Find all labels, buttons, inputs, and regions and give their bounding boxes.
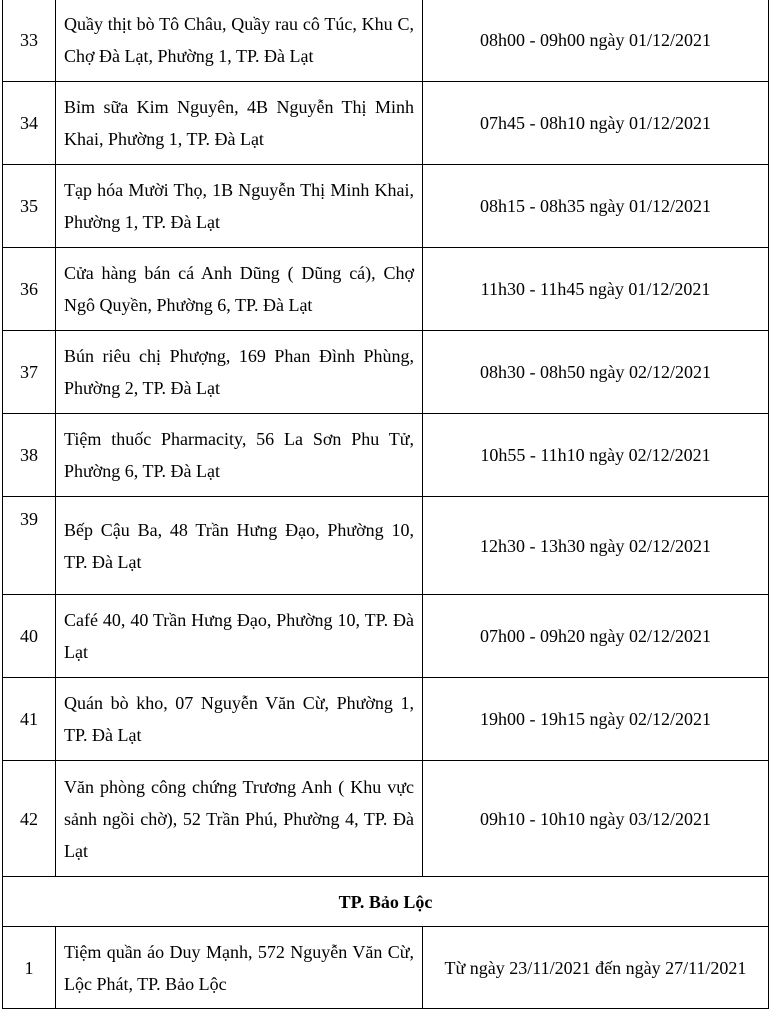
table-row <box>3 927 769 1009</box>
table-row <box>3 595 769 678</box>
row-place: Tiệm thuốc Pharmacity, 56 La Sơn Phu Tử, Phường 6, TP. Đà Lạt <box>56 414 423 497</box>
table-row <box>3 82 769 165</box>
row-number: 33 <box>3 0 56 82</box>
row-place: Tiệm quần áo Duy Mạnh, 572 Nguyễn Văn Cừ, Lộc Phát, TP. Bảo Lộc <box>56 927 423 1009</box>
row-time: Từ ngày 23/11/2021 đến ngày 27/11/2021 <box>423 927 769 1009</box>
row-number: 35 <box>3 165 56 248</box>
table-row <box>3 761 769 877</box>
table-row <box>3 497 769 595</box>
table-row <box>3 678 769 761</box>
section-title: TP. Bảo Lộc <box>3 877 769 927</box>
row-time: 11h30 - 11h45 ngày 01/12/2021 <box>423 248 769 331</box>
row-number: 39 <box>3 497 56 595</box>
row-place: Café 40, 40 Trần Hưng Đạo, Phường 10, TP. Đà Lạt <box>56 595 423 678</box>
row-time: 08h30 - 08h50 ngày 02/12/2021 <box>423 331 769 414</box>
table-row <box>3 414 769 497</box>
row-time: 07h45 - 08h10 ngày 01/12/2021 <box>423 82 769 165</box>
row-number: 38 <box>3 414 56 497</box>
row-number: 34 <box>3 82 56 165</box>
row-time: 08h00 - 09h00 ngày 01/12/2021 <box>423 0 769 82</box>
table-row <box>3 165 769 248</box>
row-number: 40 <box>3 595 56 678</box>
row-number: 42 <box>3 761 56 877</box>
row-time: 12h30 - 13h30 ngày 02/12/2021 <box>423 497 769 595</box>
table-row <box>3 0 769 82</box>
table-row <box>3 248 769 331</box>
row-place: Quầy thịt bò Tô Châu, Quầy rau cô Túc, Khu C, Chợ Đà Lạt, Phường 1, TP. Đà Lạt <box>56 0 423 82</box>
row-time: 09h10 - 10h10 ngày 03/12/2021 <box>423 761 769 877</box>
exposure-locations-table <box>2 0 769 1009</box>
row-place: Bún riêu chị Phượng, 169 Phan Đình Phùng, Phường 2, TP. Đà Lạt <box>56 331 423 414</box>
row-place: Cửa hàng bán cá Anh Dũng ( Dũng cá), Chợ Ngô Quyền, Phường 6, TP. Đà Lạt <box>56 248 423 331</box>
row-number: 36 <box>3 248 56 331</box>
row-number: 1 <box>3 927 56 1009</box>
row-place: Văn phòng công chứng Trương Anh ( Khu vực sảnh ngồi chờ), 52 Trần Phú, Phường 4, TP. Đà Lạt <box>56 761 423 877</box>
row-number: 41 <box>3 678 56 761</box>
row-time: 19h00 - 19h15 ngày 02/12/2021 <box>423 678 769 761</box>
section-header-row <box>3 877 769 927</box>
row-time: 10h55 - 11h10 ngày 02/12/2021 <box>423 414 769 497</box>
row-number: 37 <box>3 331 56 414</box>
row-time: 08h15 - 08h35 ngày 01/12/2021 <box>423 165 769 248</box>
table-row <box>3 331 769 414</box>
row-place: Bếp Cậu Ba, 48 Trần Hưng Đạo, Phường 10, TP. Đà Lạt <box>56 497 423 595</box>
row-place: Tạp hóa Mười Thọ, 1B Nguyễn Thị Minh Khai, Phường 1, TP. Đà Lạt <box>56 165 423 248</box>
row-place: Quán bò kho, 07 Nguyễn Văn Cừ, Phường 1, TP. Đà Lạt <box>56 678 423 761</box>
row-place: Bỉm sữa Kim Nguyên, 4B Nguyễn Thị Minh Khai, Phường 1, TP. Đà Lạt <box>56 82 423 165</box>
row-time: 07h00 - 09h20 ngày 02/12/2021 <box>423 595 769 678</box>
